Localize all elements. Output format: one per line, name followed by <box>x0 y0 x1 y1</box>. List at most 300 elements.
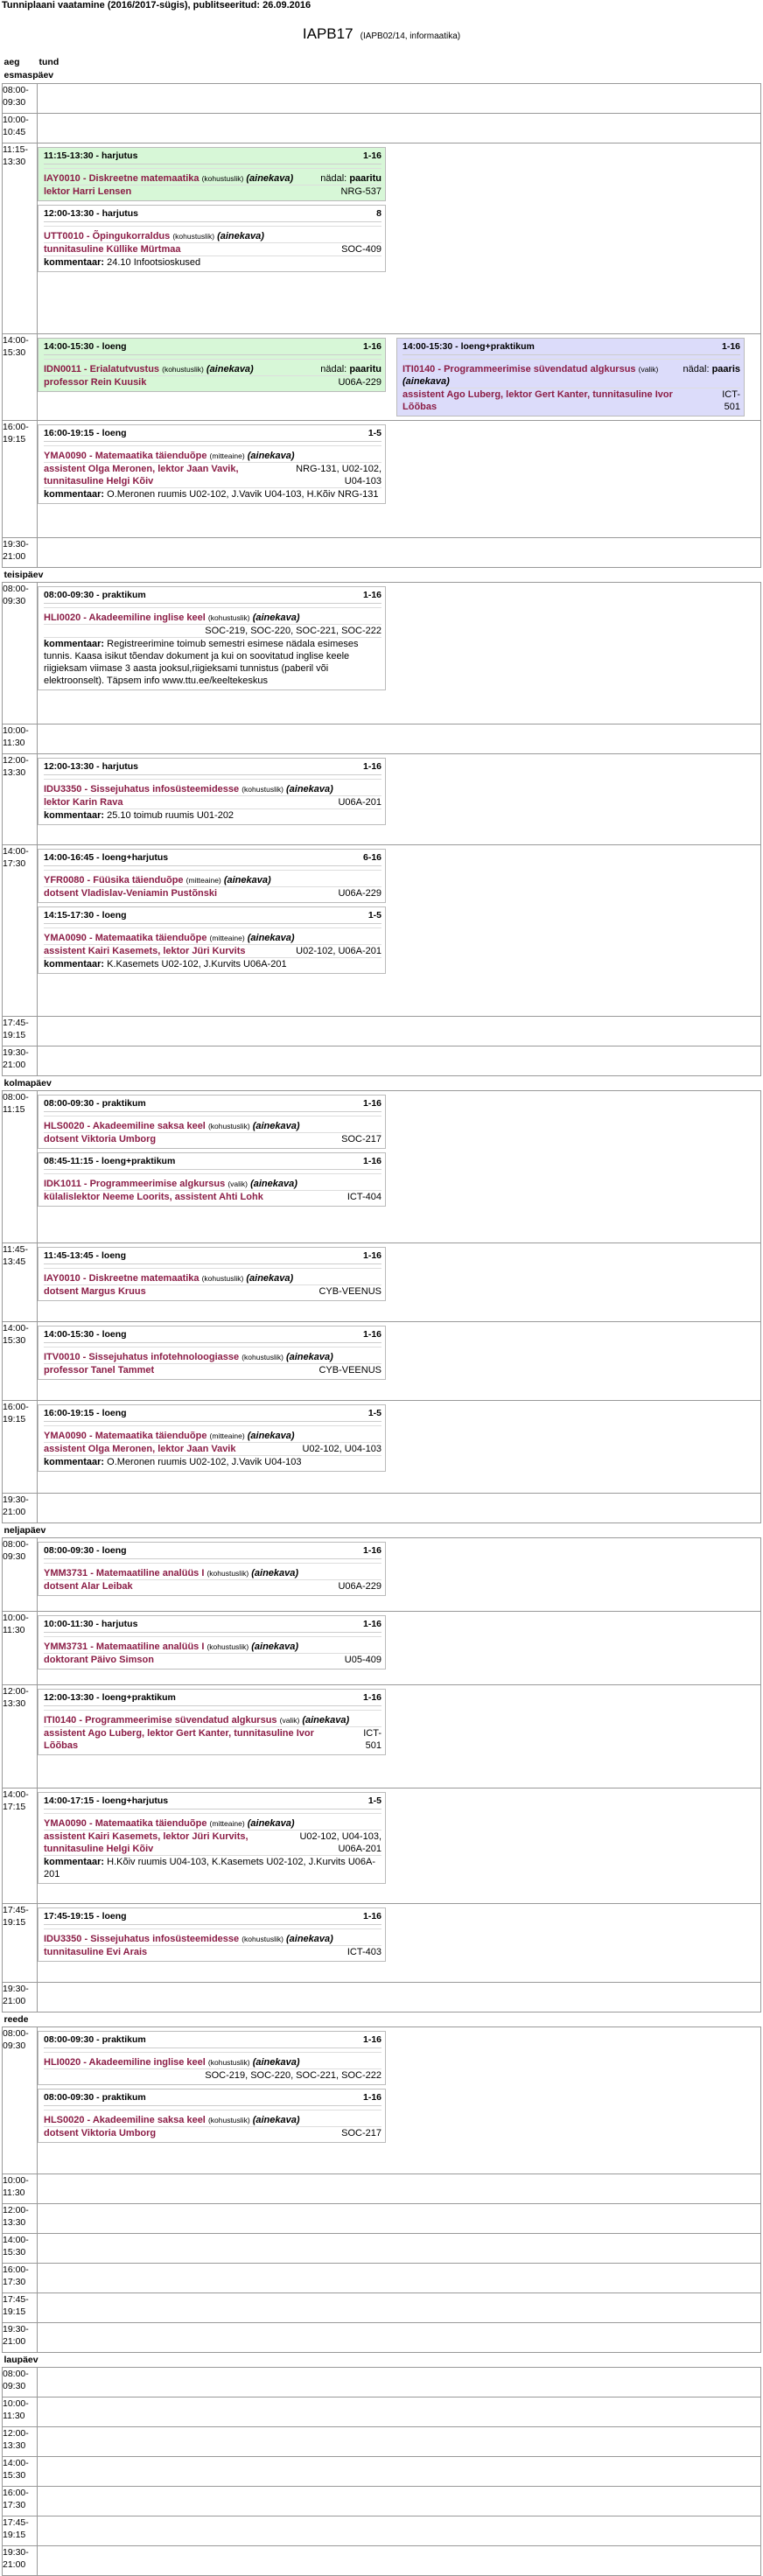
slot-lessons <box>38 1537 761 1611</box>
lesson-weeks: 1-16 <box>721 340 740 352</box>
lesson-type: loeng+praktikum <box>460 340 535 352</box>
course-link[interactable]: IDU3350 - Sissejuhatus infosüsteemidesse <box>44 1933 240 1944</box>
lesson-weeks: 8 <box>376 207 382 219</box>
slot-time: 19:30-21:00 <box>3 2322 38 2352</box>
slot-time: 19:30-21:00 <box>3 1982 38 2012</box>
teacher-list[interactable]: lektor Harri Lensen <box>44 186 132 197</box>
lesson-header <box>44 1155 382 1170</box>
slot-time: 17:45-19:15 <box>3 2292 38 2322</box>
lesson-header <box>44 207 382 222</box>
table-header <box>3 53 761 68</box>
lesson-weeks: 1-5 <box>368 1795 382 1806</box>
teacher-list[interactable]: dotsent Viktoria Umborg <box>44 2127 157 2138</box>
comment-text: O.Meronen ruumis U02-102, J.Vavik U04-103, H.Kõiv NRG-131 <box>107 488 379 500</box>
lesson-comment <box>44 957 382 970</box>
slot-lessons <box>38 1400 761 1493</box>
lesson-card[interactable] <box>38 1542 386 1596</box>
lesson-separator: - <box>94 1544 102 1556</box>
lesson-time-type <box>44 340 127 353</box>
lesson-separator: - <box>94 1328 102 1340</box>
lesson-time-type <box>44 2091 146 2104</box>
lesson-teachers-row <box>44 944 382 957</box>
slot-time: 08:00-09:30 <box>3 1537 38 1611</box>
lesson-teachers-row <box>44 624 382 637</box>
lesson-card[interactable] <box>38 758 386 825</box>
slot-lessons <box>38 537 761 567</box>
lesson-course-block <box>44 1178 298 1190</box>
teacher-list[interactable]: assistent Olga Meronen, lektor Jaan Vavik, tunnitasuline Helgi Kõiv <box>44 463 239 486</box>
lesson-time: 12:00-13:30 <box>44 760 94 772</box>
lesson-column <box>38 334 386 396</box>
lesson-weeks: 1-16 <box>362 1155 382 1166</box>
lesson-type: loeng <box>102 909 127 920</box>
lesson-header <box>44 1097 382 1112</box>
teacher-list[interactable]: doktorant Päivo Simson <box>44 1654 154 1665</box>
lesson-type: praktikum <box>102 2091 146 2103</box>
day-name: esmaspäev <box>4 70 54 80</box>
course-link[interactable]: IDK1011 - Programmeerimise algkursus <box>44 1178 226 1189</box>
lesson-columns <box>38 334 760 420</box>
course-link[interactable]: ITI0140 - Programmeerimise süvendatud algkursus <box>402 363 636 374</box>
slot-time: 08:00-09:30 <box>3 2026 38 2174</box>
lesson-course-block <box>402 363 683 388</box>
lesson-time: 16:00-19:15 <box>44 1407 94 1418</box>
teacher-list[interactable]: dotsent Alar Leibak <box>44 1580 133 1592</box>
course-link[interactable]: HLS0020 - Akadeemiline saksa keel <box>44 1120 206 1131</box>
time-slot-row <box>3 844 761 1016</box>
lesson-time: 08:00-09:30 <box>44 2091 94 2103</box>
slot-lessons <box>38 1903 761 1982</box>
ainekava-link[interactable]: (ainekava) <box>250 1178 298 1189</box>
ainekava-link[interactable]: (ainekava) <box>247 1430 295 1441</box>
slot-lessons <box>38 2174 761 2203</box>
time-slot-row <box>3 333 761 420</box>
course-module: (valik) <box>279 1715 300 1725</box>
lesson-time: 14:00-15:30 <box>44 340 94 352</box>
lesson-time: 14:00-16:45 <box>44 851 94 863</box>
course-link[interactable]: YMA0090 - Matemaatika täienduõpe <box>44 1430 207 1441</box>
teacher-list[interactable]: assistent Kairi Kasemets, lektor Jüri Kurvits, tunnitasuline Helgi Kõiv <box>44 1830 248 1854</box>
day-name: kolmapäev <box>4 1077 52 1088</box>
lesson-time-type <box>44 1910 127 1922</box>
slot-time: 10:00-11:30 <box>3 724 38 753</box>
time-slot-row <box>3 1788 761 1903</box>
slot-time: 12:00-13:30 <box>3 1684 38 1788</box>
course-link[interactable]: YMM3731 - Matemaatiline analüüs I <box>44 1641 205 1652</box>
week-value: paaritu <box>349 363 382 374</box>
lesson-course-block <box>44 230 264 242</box>
lesson-column <box>38 845 386 977</box>
lesson-card[interactable] <box>38 424 386 504</box>
lesson-card[interactable] <box>38 1095 386 1149</box>
slot-time: 19:30-21:00 <box>3 2545 38 2575</box>
room-list: ICT-501 <box>363 1727 382 1751</box>
lesson-weeks: 1-16 <box>362 1250 382 1261</box>
time-slot-row <box>3 420 761 537</box>
lesson-columns <box>38 2027 760 2146</box>
lesson-teachers-row <box>44 375 382 388</box>
course-module: (kohustuslik) <box>242 784 284 794</box>
lesson-separator: - <box>93 1155 102 1166</box>
day-name: laupäev <box>4 2354 38 2365</box>
lesson-type: loeng+praktikum <box>102 1691 176 1703</box>
course-link[interactable]: HLS0020 - Akadeemiline saksa keel <box>44 2114 206 2125</box>
slot-time: 12:00-13:30 <box>3 753 38 844</box>
lesson-time: 08:45-11:15 <box>44 1155 94 1166</box>
comment-text: K.Kasemets U02-102, J.Kurvits U06A-201 <box>107 958 287 970</box>
slot-lessons <box>38 2233 761 2263</box>
lesson-card[interactable] <box>38 1326 386 1380</box>
lesson-teachers-row <box>44 1190 382 1203</box>
ainekava-link[interactable]: (ainekava) <box>246 1272 294 1284</box>
teacher-list[interactable]: assistent Ago Luberg, lektor Gert Kanter, tunnitasuline Ivor Lõõbas <box>44 1727 314 1751</box>
ainekava-link[interactable]: (ainekava) <box>247 450 295 461</box>
lesson-teachers-row <box>44 2068 382 2082</box>
lesson-header <box>44 1250 382 1264</box>
slot-time: 08:00-11:15 <box>3 1090 38 1242</box>
lesson-header <box>44 909 382 924</box>
lesson-course-block <box>44 2114 300 2126</box>
lesson-type: loeng <box>102 427 127 438</box>
lesson-weeks: 1-5 <box>368 909 382 920</box>
lesson-card[interactable] <box>38 1404 386 1472</box>
lesson-time-type <box>44 851 168 864</box>
lesson-columns <box>38 1243 760 1305</box>
teacher-list[interactable]: professor Rein Kuusik <box>44 376 147 388</box>
lesson-column <box>38 1538 386 1600</box>
day-row <box>3 68 761 83</box>
lesson-course-row <box>44 226 382 242</box>
time-slot-row <box>3 1982 761 2012</box>
ainekava-link[interactable]: (ainekava) <box>252 2056 300 2068</box>
lesson-time-type <box>44 1328 127 1340</box>
lesson-type: loeng+harjutus <box>102 1795 169 1806</box>
lesson-card[interactable] <box>38 205 386 272</box>
lesson-type: praktikum <box>102 589 146 600</box>
lesson-teachers-row <box>44 462 382 487</box>
time-slot-row <box>3 1090 761 1242</box>
lesson-course-row <box>44 2052 382 2068</box>
lesson-separator: - <box>94 207 102 219</box>
lesson-weeks: 1-5 <box>368 427 382 438</box>
course-link[interactable]: YMA0090 - Matemaatika täienduõpe <box>44 1817 207 1829</box>
day-row <box>3 1075 761 1090</box>
lesson-type: harjutus <box>102 760 138 772</box>
lesson-type: loeng <box>101 1250 126 1261</box>
lesson-comment <box>44 1855 382 1880</box>
lesson-card[interactable] <box>38 586 386 690</box>
lesson-course-row <box>44 1636 382 1653</box>
comment-text: 25.10 toimub ruumis U01-202 <box>107 809 234 821</box>
room-list: SOC-219, SOC-220, SOC-221, SOC-222 <box>205 2069 382 2081</box>
comment-label: kommentaar: <box>44 256 105 268</box>
slot-time: 14:00-15:30 <box>3 2233 38 2263</box>
time-slot-row <box>3 2397 761 2426</box>
slot-lessons <box>38 2292 761 2322</box>
lesson-weeks: 6-16 <box>362 851 382 863</box>
lesson-course-row <box>44 168 382 185</box>
slot-time: 14:00-17:15 <box>3 1788 38 1903</box>
ainekava-link[interactable]: (ainekava) <box>252 612 300 623</box>
ainekava-link[interactable]: (ainekava) <box>252 1120 300 1131</box>
course-module: (kohustuslik) <box>207 2057 250 2067</box>
lesson-time: 10:00-11:30 <box>44 1618 94 1629</box>
lesson-card[interactable] <box>38 1615 386 1670</box>
lesson-time: 14:15-17:30 <box>44 909 94 920</box>
room-list: SOC-409 <box>341 243 382 255</box>
slot-time: 14:00-15:30 <box>3 333 38 420</box>
slot-time: 16:00-17:30 <box>3 2263 38 2292</box>
lesson-card[interactable] <box>38 1152 386 1207</box>
week-label: nädal: <box>682 363 710 374</box>
lesson-comment <box>44 256 382 269</box>
room-list: U02-102, U06A-201 <box>296 945 382 956</box>
group-subtitle: (IAPB02/14, informaatika) <box>360 32 461 41</box>
room-list: CYB-VEENUS <box>318 1364 382 1376</box>
ainekava-link[interactable]: (ainekava) <box>247 1817 295 1829</box>
lesson-card[interactable] <box>38 147 386 201</box>
course-link[interactable]: HLI0020 - Akadeemiline inglise keel <box>44 612 206 623</box>
lesson-separator: - <box>94 909 102 920</box>
lesson-teachers-row <box>44 1442 382 1455</box>
course-link[interactable]: YMA0090 - Matemaatika täienduõpe <box>44 450 207 461</box>
course-module: (kohustuslik) <box>162 364 204 374</box>
day-row <box>3 2012 761 2026</box>
lesson-course-block <box>44 783 333 795</box>
lesson-header <box>44 1544 382 1559</box>
lesson-card[interactable] <box>38 1247 386 1301</box>
slot-lessons <box>38 1090 761 1242</box>
teacher-list[interactable]: dotsent Vladislav-Veniamin Pustõnski <box>44 887 218 899</box>
slot-lessons <box>38 1016 761 1046</box>
lesson-course-row <box>44 1563 382 1579</box>
teacher-list[interactable]: tunnitasuline Küllike Mürtmaa <box>44 243 181 255</box>
ainekava-link[interactable]: (ainekava) <box>223 874 271 886</box>
lesson-card[interactable] <box>38 2089 386 2143</box>
lesson-column <box>396 334 745 420</box>
teacher-list[interactable]: dotsent Viktoria Umborg <box>44 1133 157 1144</box>
lesson-course-row <box>44 1268 382 1284</box>
lesson-column <box>38 1612 386 1673</box>
slot-time: 16:00-19:15 <box>3 420 38 537</box>
comment-label: kommentaar: <box>44 638 105 649</box>
day-name: neljapäev <box>4 1524 46 1536</box>
room-list: U02-102, U04-103 <box>302 1443 382 1454</box>
lesson-teachers-row <box>44 1726 382 1752</box>
time-slot-row <box>3 2263 761 2292</box>
lesson-weeks: 1-16 <box>362 2034 382 2045</box>
course-link[interactable]: IAY0010 - Diskreetne matemaatika <box>44 1272 200 1284</box>
course-link[interactable]: ITV0010 - Sissejuhatus infotehnoloogiasse <box>44 1351 240 1362</box>
slot-lessons <box>38 2545 761 2575</box>
lesson-header <box>44 150 382 164</box>
ainekava-link[interactable]: (ainekava) <box>286 783 333 794</box>
lesson-course-block <box>44 1567 298 1579</box>
ainekava-link[interactable]: (ainekava) <box>206 363 254 374</box>
lesson-type: harjutus <box>101 1618 138 1629</box>
lesson-card[interactable] <box>38 1792 386 1884</box>
slot-time: 17:45-19:15 <box>3 1903 38 1982</box>
lesson-time: 08:00-09:30 <box>44 1544 94 1556</box>
time-slot-row <box>3 143 761 333</box>
comment-text: Registreerimine toimub semestri esimese nädala esimeses tunnis. Kaasa isikut tõendav dokument ja kui on soovitatud inglise keele riigieksam viimase 3 aasta jooksul,riigieksami tunnistus (paberil või elektroonselt). Täpsem info www.ttu.ee/keeltekeskus <box>44 638 359 686</box>
lesson-course-row <box>44 1116 382 1132</box>
lesson-header <box>44 427 382 442</box>
slot-time: 14:00-17:30 <box>3 844 38 1016</box>
week-parity <box>320 363 382 375</box>
teacher-list[interactable]: assistent Kairi Kasemets, lektor Jüri Kurvits <box>44 945 246 956</box>
lesson-teachers-row <box>44 1132 382 1145</box>
lesson-header <box>402 340 740 355</box>
room-list: CYB-VEENUS <box>318 1285 382 1297</box>
lesson-card[interactable] <box>396 338 745 416</box>
lesson-teachers-row <box>44 1284 382 1298</box>
ainekava-link[interactable]: (ainekava) <box>286 1933 333 1944</box>
lesson-time-type <box>44 1691 176 1704</box>
day-row <box>3 1522 761 1537</box>
lesson-columns <box>38 1538 760 1600</box>
lesson-card[interactable] <box>38 906 386 974</box>
lesson-type: loeng <box>102 1407 127 1418</box>
time-slot-row <box>3 2292 761 2322</box>
course-link[interactable]: YMM3731 - Matemaatiline analüüs I <box>44 1567 205 1578</box>
slot-lessons <box>38 1788 761 1903</box>
ainekava-link[interactable]: (ainekava) <box>217 230 264 242</box>
lesson-card[interactable] <box>38 849 386 903</box>
lesson-column <box>38 1904 386 1965</box>
room-list: U06A-229 <box>338 887 382 899</box>
ainekava-link[interactable]: (ainekava) <box>252 2114 300 2125</box>
week-value: paaritu <box>349 172 382 184</box>
lesson-time: 14:00-15:30 <box>402 340 453 352</box>
lesson-weeks: 1-16 <box>362 1328 382 1340</box>
lesson-columns <box>38 1091 760 1210</box>
lesson-time: 16:00-19:15 <box>44 427 94 438</box>
time-slot-row <box>3 1493 761 1522</box>
teacher-list[interactable]: dotsent Margus Kruus <box>44 1285 146 1297</box>
lesson-teachers-row <box>44 1653 382 1666</box>
lesson-course-row <box>44 779 382 795</box>
lesson-columns <box>38 1401 760 1475</box>
teacher-list[interactable]: professor Tanel Tammet <box>44 1364 155 1376</box>
room-list: ICT-404 <box>346 1191 382 1202</box>
teacher-list[interactable]: lektor Karin Rava <box>44 796 123 808</box>
course-link[interactable]: IDU3350 - Sissejuhatus infosüsteemidesse <box>44 783 240 794</box>
lesson-type: harjutus <box>101 150 138 161</box>
lesson-column <box>38 2027 386 2146</box>
lesson-separator: - <box>94 427 102 438</box>
lesson-time-type <box>44 1250 126 1262</box>
lesson-course-block <box>44 1272 293 1284</box>
course-module: (kohustuslik) <box>172 231 215 241</box>
slot-lessons <box>38 2367 761 2397</box>
time-slot-row <box>3 537 761 567</box>
comment-label: kommentaar: <box>44 809 105 821</box>
lesson-time: 08:00-09:30 <box>44 589 94 600</box>
slot-lessons <box>38 2426 761 2456</box>
lesson-teachers-row <box>44 1945 382 1958</box>
lesson-teachers-row <box>44 795 382 808</box>
teacher-list[interactable]: assistent Ago Luberg, lektor Gert Kanter, tunnitasuline Ivor Lõõbas <box>402 388 673 412</box>
ainekava-link[interactable]: (ainekava) <box>302 1714 350 1726</box>
ainekava-link[interactable]: (ainekava) <box>251 1641 299 1652</box>
lesson-time: 12:00-13:30 <box>44 1691 94 1703</box>
slot-time: 16:00-19:15 <box>3 1400 38 1493</box>
lesson-separator: - <box>452 340 461 352</box>
ainekava-link[interactable]: (ainekava) <box>247 932 295 943</box>
lesson-card[interactable] <box>38 2031 386 2085</box>
slot-time: 11:15-13:30 <box>3 143 38 333</box>
ainekava-link[interactable]: (ainekava) <box>246 172 294 184</box>
lesson-column <box>38 421 386 508</box>
lesson-course-row <box>402 359 740 388</box>
course-link[interactable]: IDN0011 - Erialatutvustus <box>44 363 160 374</box>
teacher-list[interactable]: külalislektor Neeme Loorits, assistent Ahti Lohk <box>44 1191 263 1202</box>
lesson-card[interactable] <box>38 338 386 392</box>
lesson-time: 08:00-09:30 <box>44 1097 94 1109</box>
lesson-columns <box>38 583 760 694</box>
lesson-header <box>44 2034 382 2048</box>
timetable <box>2 53 761 2576</box>
lesson-course-row <box>44 1347 382 1363</box>
lesson-type: loeng <box>102 1544 127 1556</box>
lesson-separator: - <box>93 150 102 161</box>
course-link[interactable]: HLI0020 - Akadeemiline inglise keel <box>44 2056 206 2068</box>
course-module: (mitteaine) <box>209 451 245 460</box>
lesson-card[interactable] <box>38 1689 386 1755</box>
lesson-comment <box>44 808 382 822</box>
room-list: ICT-403 <box>346 1946 382 1957</box>
teacher-list[interactable]: tunnitasuline Evi Arais <box>44 1946 148 1957</box>
slot-time: 17:45-19:15 <box>3 1016 38 1046</box>
lesson-course-row <box>44 928 382 944</box>
time-slot-row <box>3 1903 761 1982</box>
lesson-course-block <box>44 363 254 375</box>
slot-lessons <box>38 1611 761 1684</box>
ainekava-link[interactable]: (ainekava) <box>251 1567 299 1578</box>
lesson-columns <box>38 144 760 276</box>
lesson-time-type <box>44 2034 146 2046</box>
lesson-card[interactable] <box>38 1908 386 1962</box>
lesson-column <box>38 1243 386 1305</box>
lesson-teachers-row <box>44 242 382 256</box>
teacher-list[interactable]: assistent Olga Meronen, lektor Jaan Vavik <box>44 1443 236 1454</box>
ainekava-link[interactable]: (ainekava) <box>285 1351 333 1362</box>
course-link[interactable]: YFR0080 - Füüsika täienduõpe <box>44 874 184 886</box>
course-link[interactable]: ITI0140 - Programmeerimise süvendatud algkursus <box>44 1714 277 1726</box>
week-parity <box>320 172 382 185</box>
slot-lessons <box>38 113 761 143</box>
lesson-teachers-row <box>44 886 382 900</box>
course-link[interactable]: YMA0090 - Matemaatika täienduõpe <box>44 932 207 943</box>
lesson-weeks: 1-16 <box>362 1910 382 1922</box>
time-slot-row <box>3 753 761 844</box>
course-link[interactable]: UTT0010 - Õpingukorraldus <box>44 230 171 242</box>
course-link[interactable]: IAY0010 - Diskreetne matemaatika <box>44 172 200 184</box>
lesson-weeks: 1-16 <box>362 1544 382 1556</box>
lesson-weeks: 1-16 <box>362 1691 382 1703</box>
lesson-header <box>44 1407 382 1422</box>
slot-time: 14:00-15:30 <box>3 2456 38 2486</box>
time-slot-row <box>3 2367 761 2397</box>
day-name: reede <box>4 2013 29 2025</box>
lesson-course-block <box>44 1933 333 1945</box>
ainekava-link[interactable]: (ainekava) <box>402 375 450 387</box>
lesson-time: 14:00-15:30 <box>44 1328 94 1340</box>
lesson-columns <box>38 1612 760 1673</box>
slot-lessons <box>38 753 761 844</box>
week-label: nädal: <box>320 172 347 184</box>
